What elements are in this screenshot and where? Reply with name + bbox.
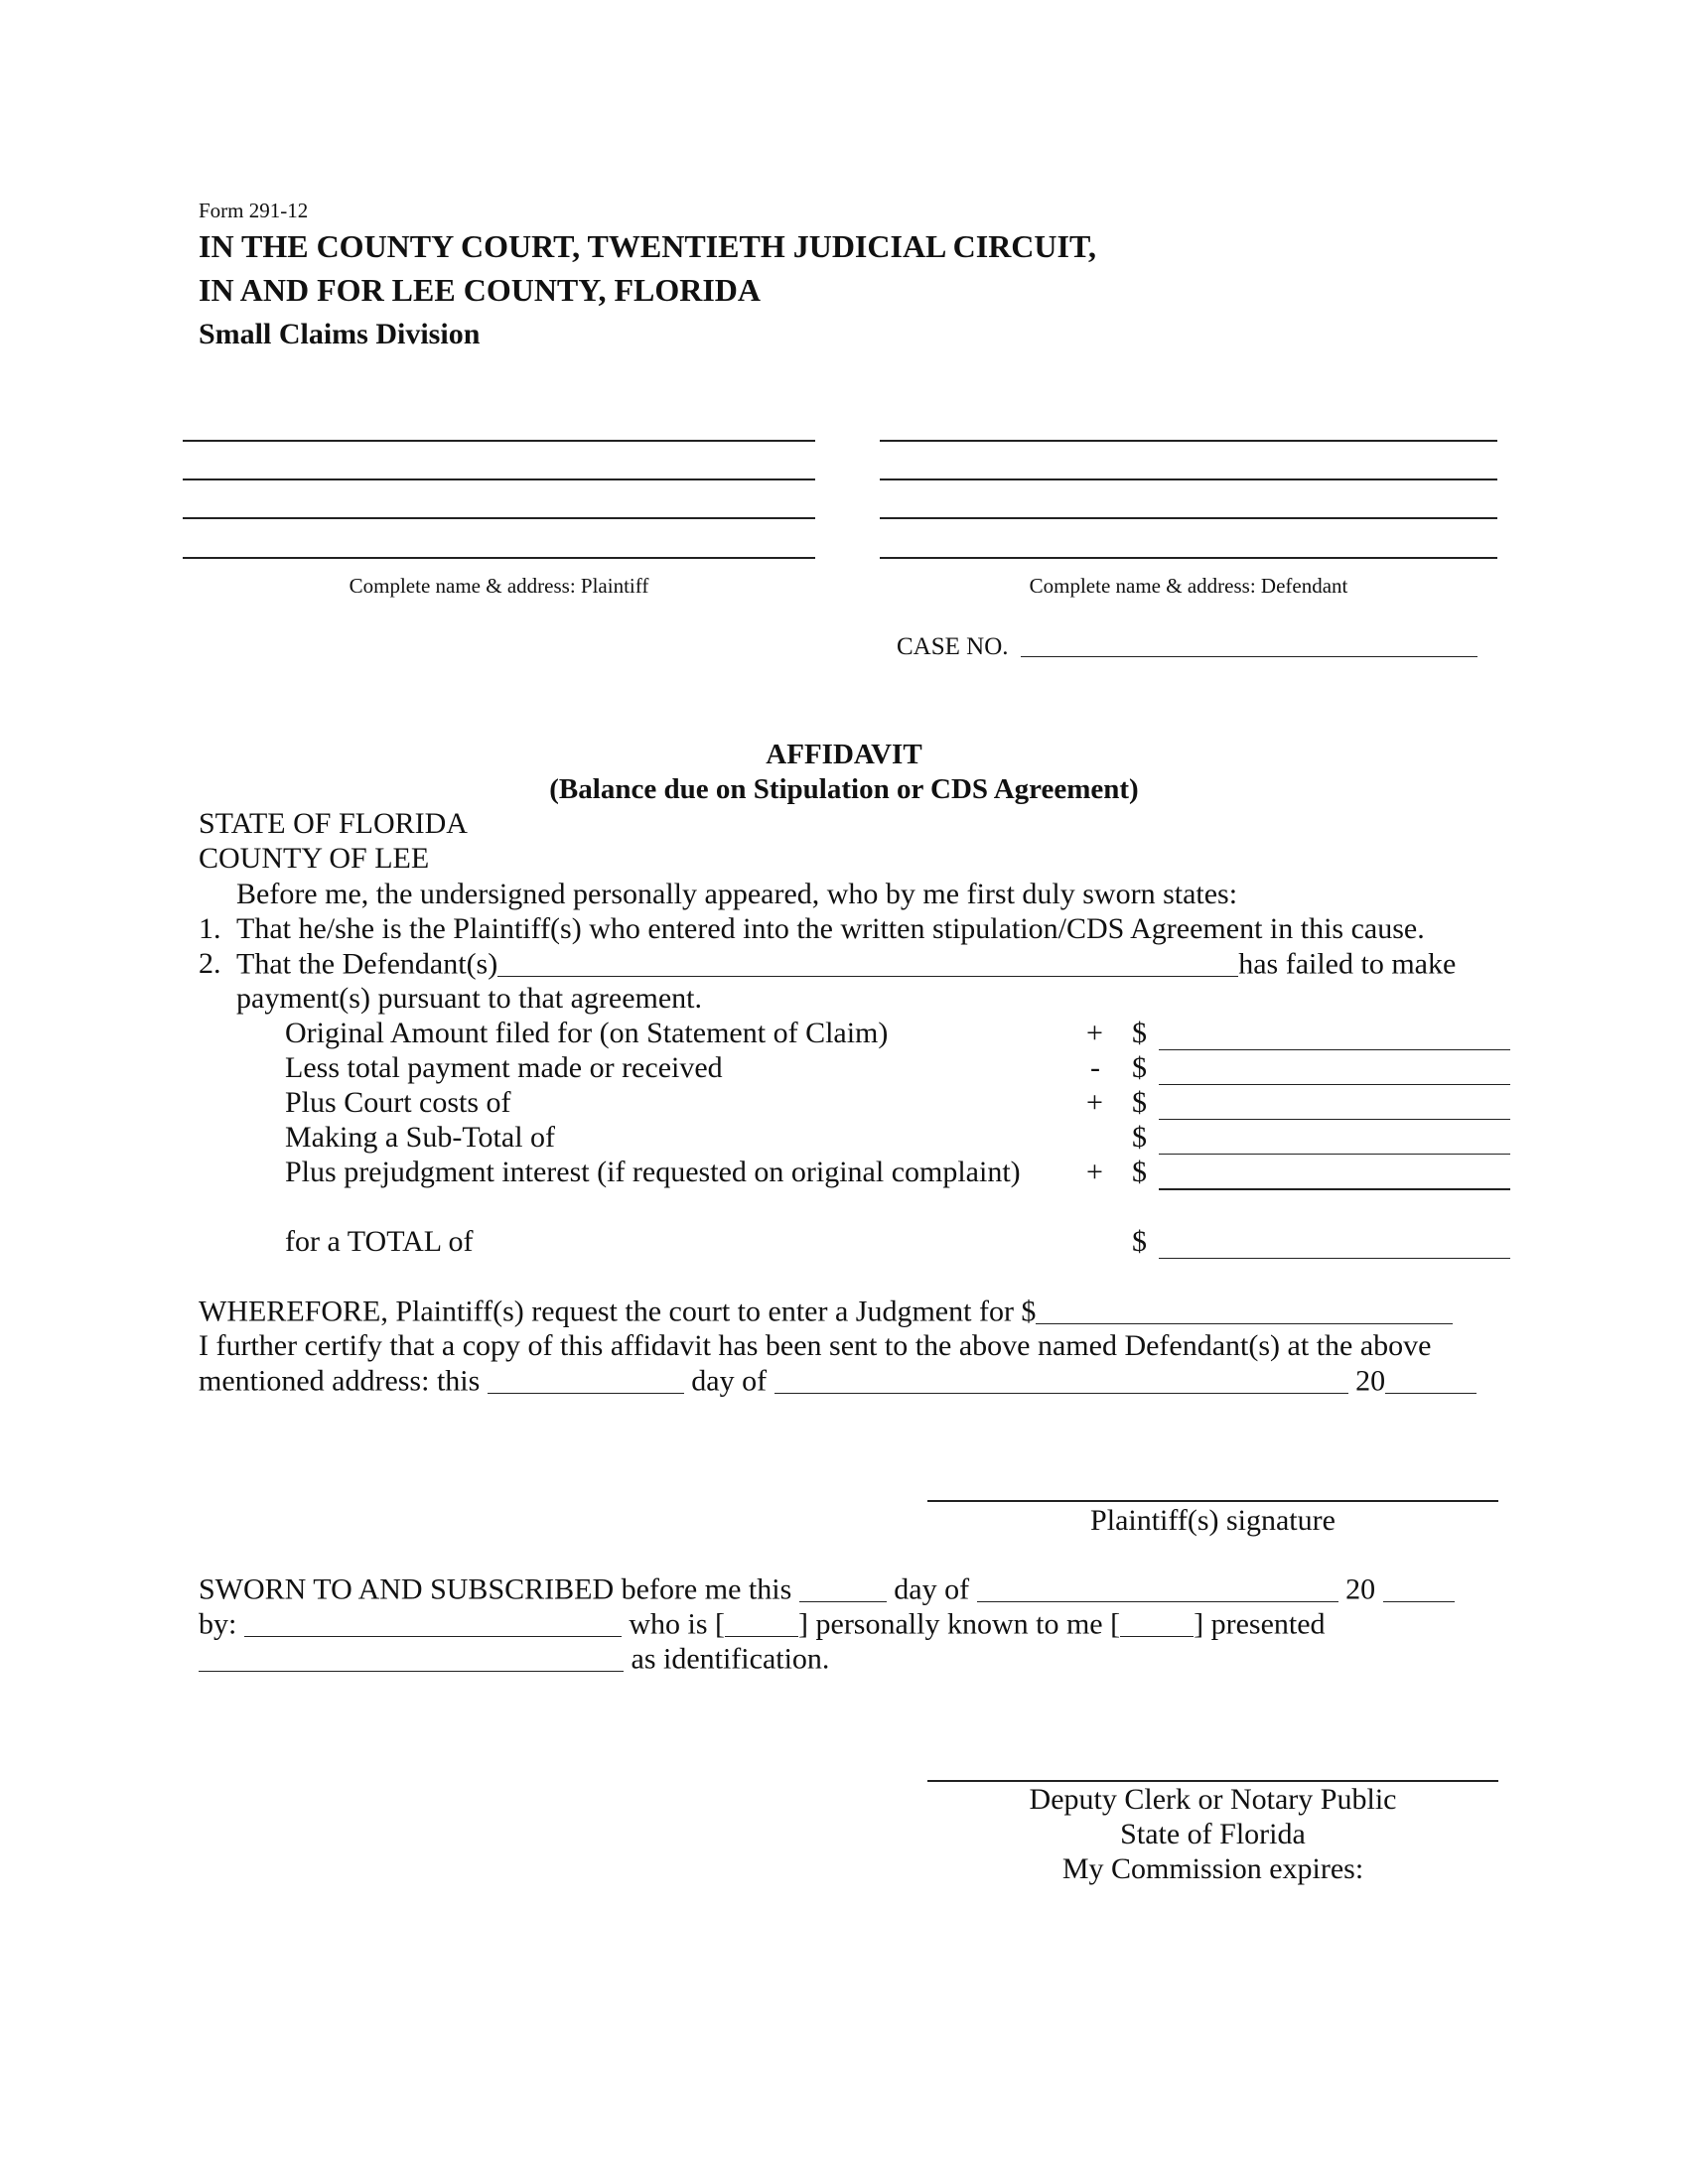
form-number: Form 291-12 (199, 199, 309, 222)
amount-label-payments: Less total payment made or received (285, 1051, 723, 1084)
amount-field-payments[interactable] (1159, 1084, 1510, 1085)
item-2-suffix: has failed to make (1238, 947, 1457, 981)
amount-field-original[interactable] (1159, 1049, 1510, 1050)
case-number-field[interactable] (1021, 631, 1477, 657)
case-number-label: CASE NO. (897, 633, 1009, 660)
sworn-presented: ] presented (1194, 1607, 1326, 1641)
sworn-who-is: who is [ (629, 1607, 726, 1641)
item-2-continuation: payment(s) pursuant to that agreement. (236, 982, 703, 1015)
defendant-caption: Complete name & address: Defendant (1029, 574, 1348, 598)
sworn-line-3 (199, 1641, 829, 1676)
certify-year-field[interactable] (1385, 1363, 1477, 1394)
plaintiff-signature-label: Plaintiff(s) signature (1090, 1504, 1336, 1537)
plaintiff-signature-field[interactable] (927, 1500, 1498, 1502)
plaintiff-caption: Complete name & address: Plaintiff (349, 574, 649, 598)
plaintiff-address-line-1[interactable] (183, 440, 815, 442)
amount-field-interest[interactable] (1159, 1188, 1510, 1190)
sworn-by-label: by: (199, 1607, 237, 1641)
amount-field-subtotal[interactable] (1159, 1154, 1510, 1155)
sworn-line-2 (199, 1606, 1326, 1641)
amount-currency-interest: $ (1132, 1156, 1147, 1188)
sworn-as-identification: as identification. (631, 1642, 830, 1676)
notary-line-3: My Commission expires: (1061, 1852, 1364, 1885)
defendant-address-line-2[interactable] (880, 478, 1497, 480)
venue-state: STATE OF FLORIDA (199, 807, 468, 840)
defendant-address-line-1[interactable] (880, 440, 1497, 442)
sworn-year-prefix: 20 (1345, 1572, 1376, 1606)
sworn-day-field[interactable] (799, 1571, 887, 1602)
court-line-1: IN THE COUNTY COURT, TWENTIETH JUDICIAL CIRCUIT, (199, 228, 1096, 264)
total-label: for a TOTAL of (285, 1225, 474, 1258)
plaintiff-address-line-4[interactable] (183, 557, 815, 559)
sworn-year-field[interactable] (1383, 1571, 1455, 1602)
certify-day-field[interactable] (488, 1363, 684, 1394)
amount-label-original: Original Amount filed for (on Statement of Claim) (285, 1017, 889, 1049)
amount-field-court-costs[interactable] (1159, 1119, 1510, 1120)
venue-county: COUNTY OF LEE (199, 842, 430, 875)
item-2-number: 2. (199, 947, 221, 980)
amount-sign-payments: - (1090, 1051, 1100, 1084)
sworn-personally-known: ] personally known to me [ (798, 1607, 1121, 1641)
defendant-name-field[interactable] (497, 946, 1238, 977)
presented-id-checkbox[interactable] (1120, 1606, 1194, 1637)
amount-currency-subtotal: $ (1132, 1121, 1147, 1154)
personally-known-checkbox[interactable] (725, 1606, 798, 1637)
sworn-month-field[interactable] (977, 1571, 1338, 1602)
defendant-address-line-4[interactable] (880, 557, 1497, 559)
total-amount-field[interactable] (1159, 1258, 1510, 1259)
amount-label-court-costs: Plus Court costs of (285, 1086, 511, 1119)
amount-label-subtotal: Making a Sub-Total of (285, 1121, 556, 1154)
wherefore-text: WHEREFORE, Plaintiff(s) request the court to enter a Judgment for $ (199, 1295, 1037, 1328)
plaintiff-address-line-2[interactable] (183, 478, 815, 480)
certify-month-field[interactable] (774, 1363, 1348, 1394)
total-currency: $ (1132, 1225, 1147, 1258)
identification-type-field[interactable] (199, 1641, 624, 1672)
judgment-amount-field[interactable] (1036, 1294, 1453, 1324)
intro-statement: Before me, the undersigned personally appeared, who by me first duly sworn states: (236, 878, 1238, 910)
affidavit-subtitle: (Balance due on Stipulation or CDS Agreement) (549, 773, 1139, 805)
affidavit-title: AFFIDAVIT (766, 739, 922, 770)
certify-prefix: mentioned address: this (199, 1364, 481, 1398)
sworn-line-1 (199, 1571, 1455, 1606)
certify-line-1: I further certify that a copy of this affidavit has been sent to the above named Defendant(s) at the above (199, 1329, 1432, 1362)
amount-sign-original: + (1086, 1017, 1103, 1049)
court-line-2: IN AND FOR LEE COUNTY, FLORIDA (199, 272, 761, 308)
amount-currency-payments: $ (1132, 1051, 1147, 1084)
item-2-prefix: That the Defendant(s) (236, 947, 498, 981)
plaintiff-address-line-3[interactable] (183, 517, 815, 519)
amount-currency-original: $ (1132, 1017, 1147, 1049)
case-number-row (897, 631, 1477, 661)
amount-sign-court-costs: + (1086, 1086, 1103, 1119)
item-2-row (236, 946, 1456, 981)
court-division: Small Claims Division (199, 318, 481, 350)
amount-label-interest: Plus prejudgment interest (if requested on original complaint) (285, 1156, 1021, 1188)
amount-currency-court-costs: $ (1132, 1086, 1147, 1119)
item-1-number: 1. (199, 912, 221, 945)
certify-line-2 (199, 1363, 1477, 1398)
certify-day-of: day of (691, 1364, 768, 1398)
sworn-prefix: SWORN TO AND SUBSCRIBED before me this (199, 1572, 792, 1606)
notary-line-1: Deputy Clerk or Notary Public (1029, 1783, 1397, 1816)
sworn-day-of: day of (894, 1572, 970, 1606)
wherefore-row (199, 1294, 1453, 1328)
amount-sign-interest: + (1086, 1156, 1103, 1188)
defendant-address-line-3[interactable] (880, 517, 1497, 519)
certify-year-prefix: 20 (1355, 1364, 1386, 1398)
sworn-by-name-field[interactable] (244, 1606, 622, 1637)
notary-line-2: State of Florida (1120, 1818, 1306, 1850)
item-1-text: That he/she is the Plaintiff(s) who entered into the written stipulation/CDS Agreement in this cause. (236, 912, 1425, 945)
